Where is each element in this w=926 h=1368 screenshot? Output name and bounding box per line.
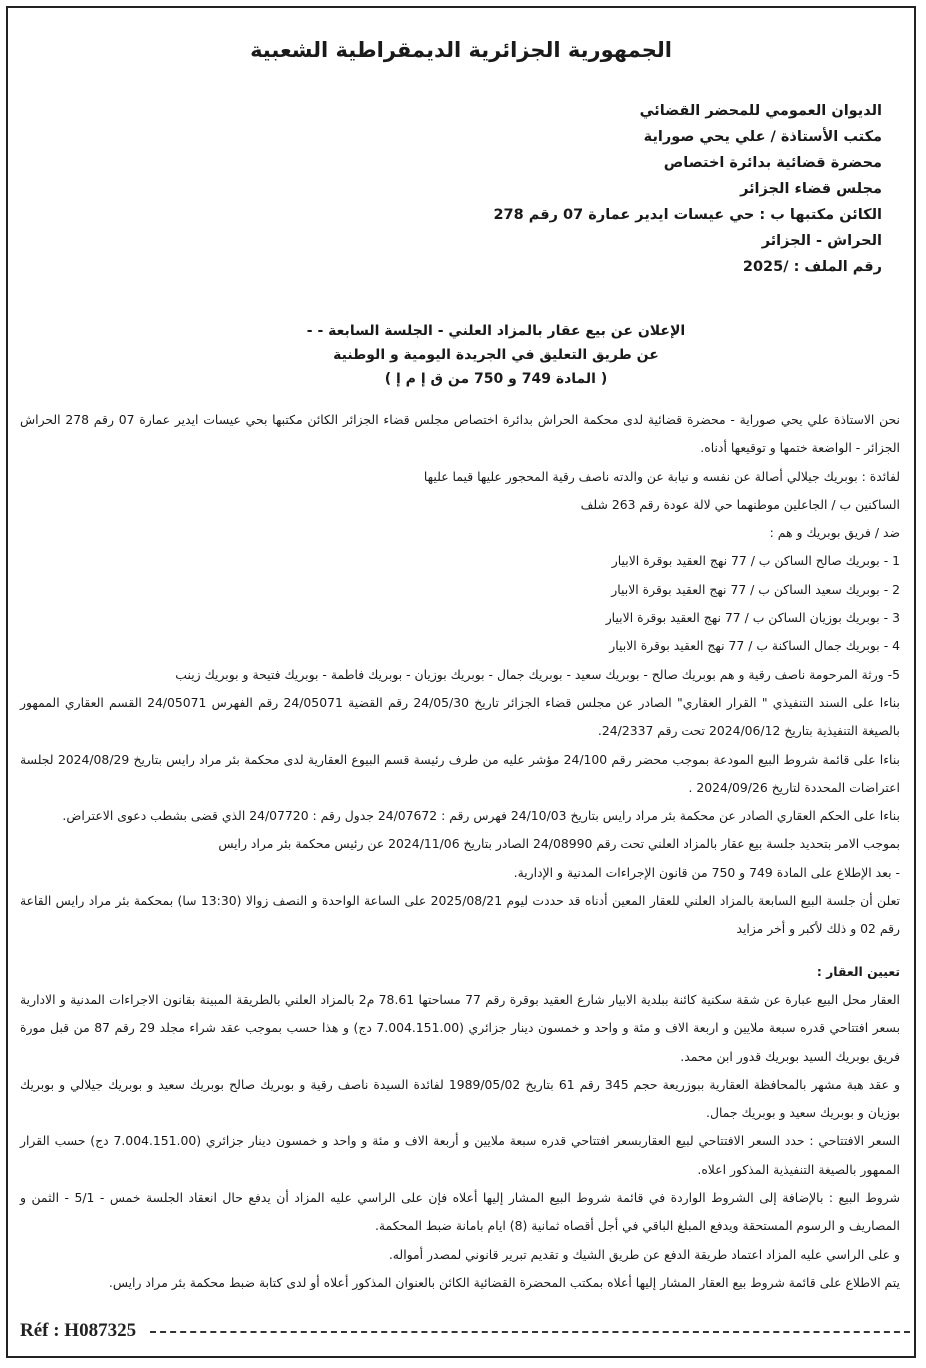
body-paragraph: لفائدة : بوبريك جيلالي أصالة عن نفسه و نيابة عن والدته ناصف رقية المحجور عليها قيما عليها [423,468,900,484]
office-line: مكتب الأستاذة / علي يحي صوراية [643,129,882,145]
body-paragraph: بناءا على السند التنفيذي " القرار العقاري" الصادر عن مجلس قضاء الجزائر تاريخ 24/05/30 رقم القضية 24/05071 رقم الفهرس 24/05071 القسم العقاري الممهور بالصيغة التنفيذية بتاريخ 2024/06/12 تحت رقم 24/2337. [20,694,900,739]
body-paragraph: ضد / فريق بوبريك و هم : [769,525,900,541]
document-page [16,30,906,1297]
office-line: محضرة قضائية بدائرة اختصاص [663,155,882,171]
office-city: الحراش - الجزائر [761,233,882,249]
property-paragraph: و على الراسي عليه المزاد اعتماد طريقة الدفع عن طريق الشيك و تقديم تبرير قانوني لمصدر أمواله. [388,1246,900,1262]
title-line: الإعلان عن بيع عقار بالمزاد العلني - الجلسة السابعة - - [306,323,686,339]
defendant-item: 2 - بوبريك سعيد الساكن ب / 77 نهج العقيد بوقرة الابيار [611,581,900,597]
defendant-item: 1 - بوبريك صالح الساكن ب / 77 نهج العقيد بوقرة الابيار [611,553,900,569]
file-number: رقم الملف : /2025 [742,259,882,275]
body-paragraph: بموجب الامر بتحديد جلسة بيع عقار بالمزاد العلني تحت رقم 24/08990 الصادر بتاريخ 2024/11/06 عن رئيس محكمة بئر مراد رايس [218,836,900,852]
office-header [16,102,906,276]
footer-divider [150,1331,910,1333]
body-paragraph: بناءا على قائمة شروط البيع المودعة بموجب محضر رقم 24/100 مؤشر عليه من طرف رئيسة قسم البيوع العقارية لدى محكمة بئر مراد رايس بتاريخ 2024/08/29 لجلسة اعتراضات المحددة لتاريخ 2024/09/26 . [20,751,901,795]
property-paragraph: السعر الافتتاحي : حدد السعر الافتتاحي لبيع العقاربسعر افتتاحي قدره سبعة ملايين و أربعة الاف و مئة و واحد و خمسون دينار جزائري (7.004.151.00 دج) حسب القرار الممهور بالصيغة التنفيذية المذكور اعلاه. [20,1133,901,1177]
announcement-body [16,406,906,1297]
body-paragraph: نحن الاستاذة علي يحي صوراية - محضرة قضائية لدى محكمة الحراش بدائرة اختصاص مجلس قضاء الجزائر الكائن مكتبها بحي عيسات ايدير عمارة 07 رقم 278 الحراش الجزائر - الواضعة ختمها و توقيعها أدناه. [20,412,901,456]
property-heading: تعيين العقار : [816,963,900,979]
announcement-title [16,322,906,388]
property-paragraph: العقار محل البيع عبارة عن شقة سكنية كائنة ببلدية الابيار شارع العقيد بوقرة رقم 77 مساحتها 78.61 م2 بالمزاد العلني بالطريقة المبينة بقانون الاجراءات المدنية و الادارية بسعر افتتاحي قدره سبعة ملايين و اربعة الاف و مئة و واحد و خمسون دينار جزائري (7.004.151.00 دج) و هذا حسب بموجب عقد شراء مجلد 29 رقم 87 من قبل مورة فريق بوبريك السيد بوبريك قدور ابن محمد. [20,991,901,1064]
body-paragraph: - بعد الإطلاع على المادة 749 و 750 من قانون الإجراءات المدنية و الإدارية. [513,864,900,880]
body-paragraph: بناءا على الحكم العقاري الصادر عن محكمة بئر مراد رايس بتاريخ 24/10/03 فهرس رقم : 24/07672 جدول رقم : 24/07720 الذي قضى بشطب دعوى الاعتراض. [62,808,900,824]
property-paragraph: و عقد هبة مشهر بالمحافظة العقارية ببوزريعة حجم 345 رقم 61 بتاريخ 1989/05/02 لفائدة السيدة ناصف رقية و بوبريك صالح بوبريك سعيد و بوبريك جيلالي و بوبريك بوزيان و بوبريك سعيد و بوبريك جمال. [20,1076,901,1121]
defendant-item: 4 - بوبريك جمال الساكنة ب / 77 نهج العقيد بوقرة الابيار [609,638,900,654]
office-address: الكائن مكتبها ب : حي عيسات ايدير عمارة 07 رقم 278 [493,207,882,223]
property-paragraph: يتم الاطلاع على قائمة شروط بيع العقار المشار إليها أعلاه بمكتب المحضرة القضائية الكائن بالعنوان المذكور أعلاه أو لدى كتابة ضبط محكمة بئر مراد رايس. [108,1274,900,1290]
office-line: الديوان العمومي للمحضر القضائي [639,103,882,119]
body-paragraph: تعلن أن جلسة البيع السابعة بالمزاد العلني للعقار المعين أدناه قد حددت ليوم 2025/08/21 على الساعة الواحدة و النصف زوالا (13:30 سا) بمحكمة بئر مراد رايس القاعة رقم 02 و ذلك لأكبر و أخر مزايد [20,893,901,937]
republic-heading: الجمهورية الجزائرية الديمقراطية الشعبية [250,38,672,62]
defendant-item: 3 - بوبريك بوزيان الساكن ب / 77 نهج العقيد بوقرة الابيار [605,610,900,626]
property-paragraph: شروط البيع : بالإضافة إلى الشروط الواردة في قائمة شروط البيع المشار إليها أعلاه فإن على الراسي عليه المزاد أن يدفع حال انعقاد الجلسة خمس - 5/1 - الثمن و المصاريف و الرسوم المستحقة ويدفع المبلغ الباقي في أجل أقصاه ثمانية (8) ايام بامانة ضبط المحكمة. [20,1190,900,1234]
reference-number: Réf : H087325 [20,1320,137,1341]
body-paragraph: الساكنين ب / الجاعلين موطنهما حي لالة عودة رقم 263 شلف [580,496,900,512]
defendant-item: 5- ورثة المرحومة ناصف رقية و هم بوبريك صالح - بوبريك سعيد - بوبريك جمال - بوبريك بوزيان - بوبريك فاطمة - بوبريك فتيحة و بوبريك زينب [175,666,900,682]
title-line: ( المادة 749 و 750 من ق إ م إ ) [384,371,608,387]
title-line: عن طريق التعليق في الجريدة اليومية و الوطنية [333,347,659,363]
office-line: مجلس قضاء الجزائر [740,181,882,197]
